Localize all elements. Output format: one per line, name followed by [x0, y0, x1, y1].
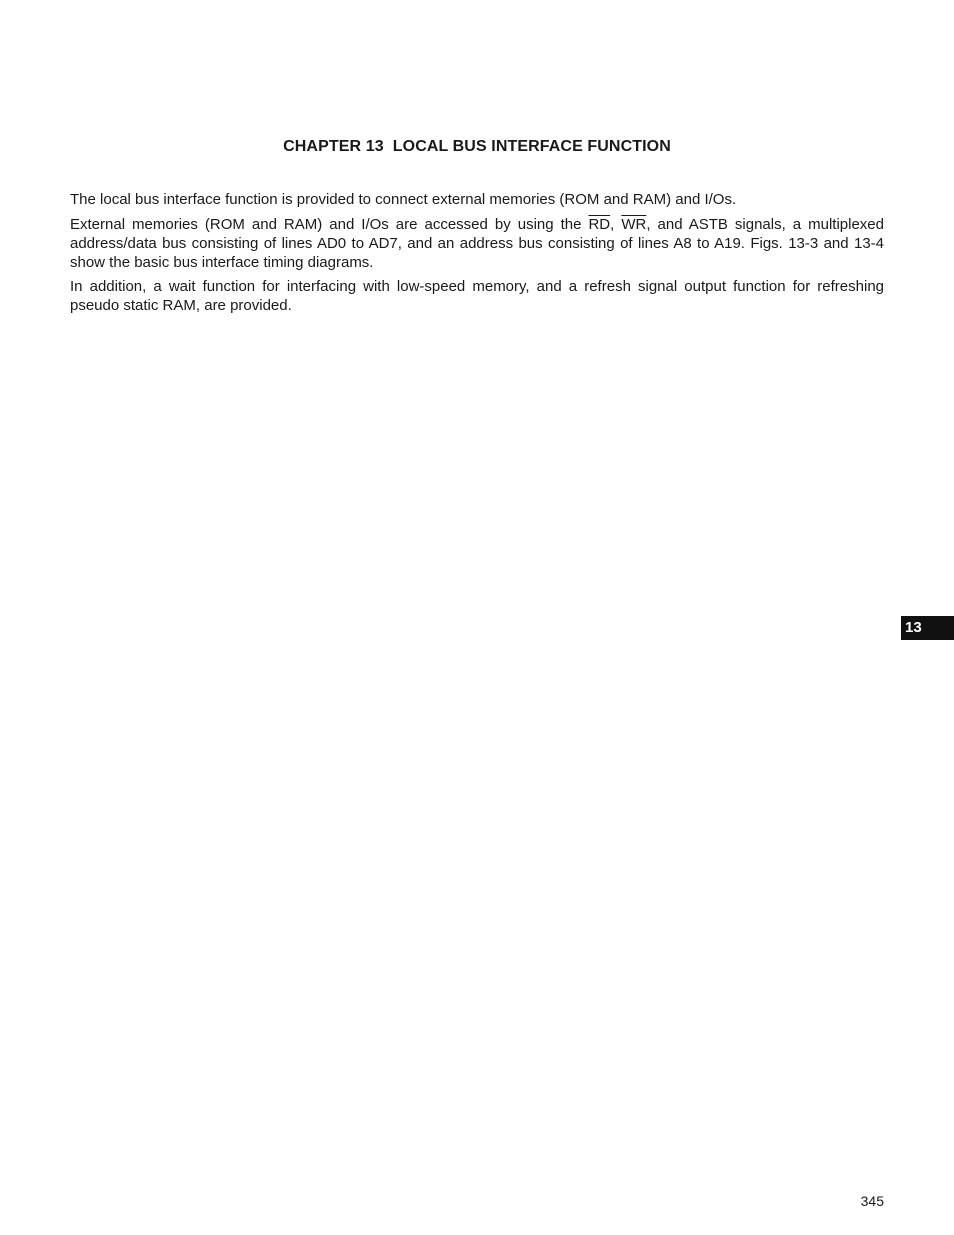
intro-paragraph — [70, 190, 884, 209]
chapter-title: CHAPTER 13 LOCAL BUS INTERFACE FUNCTION — [283, 138, 671, 155]
wait-refresh-paragraph — [70, 277, 884, 315]
chapter-tab-label: 13 — [905, 619, 922, 636]
chapter-thumb-tab — [901, 616, 954, 640]
signal-separator: , — [610, 216, 622, 233]
rd-signal-name: $\overline{RD}$ — [588, 216, 611, 233]
wait-refresh-text: In addition, a wait function for interfacing with low-speed memory, and a refresh signal output function for refreshing pseudo static RAM, are provided. — [70, 278, 884, 314]
wr-signal-name: $\overline{WR}$ — [621, 216, 647, 233]
page-number: 345 — [860, 1193, 884, 1209]
memory-access-paragraph — [70, 215, 884, 272]
memory-access-text-start: External memories (ROM and RAM) and I/Os are accessed by using the — [70, 216, 589, 233]
intro-paragraph-text: The local bus interface function is provided to connect external memories (ROM and RAM) and I/Os. — [70, 191, 737, 208]
memory-access-text-end: , and ASTB signals, a multiplexed address/data bus consisting of lines AD0 to AD7, and an address bus consisting of lines A8 to A19. Figs. 13-3 and 13-4 show the basic bus interface timing diagrams. — [70, 216, 884, 271]
